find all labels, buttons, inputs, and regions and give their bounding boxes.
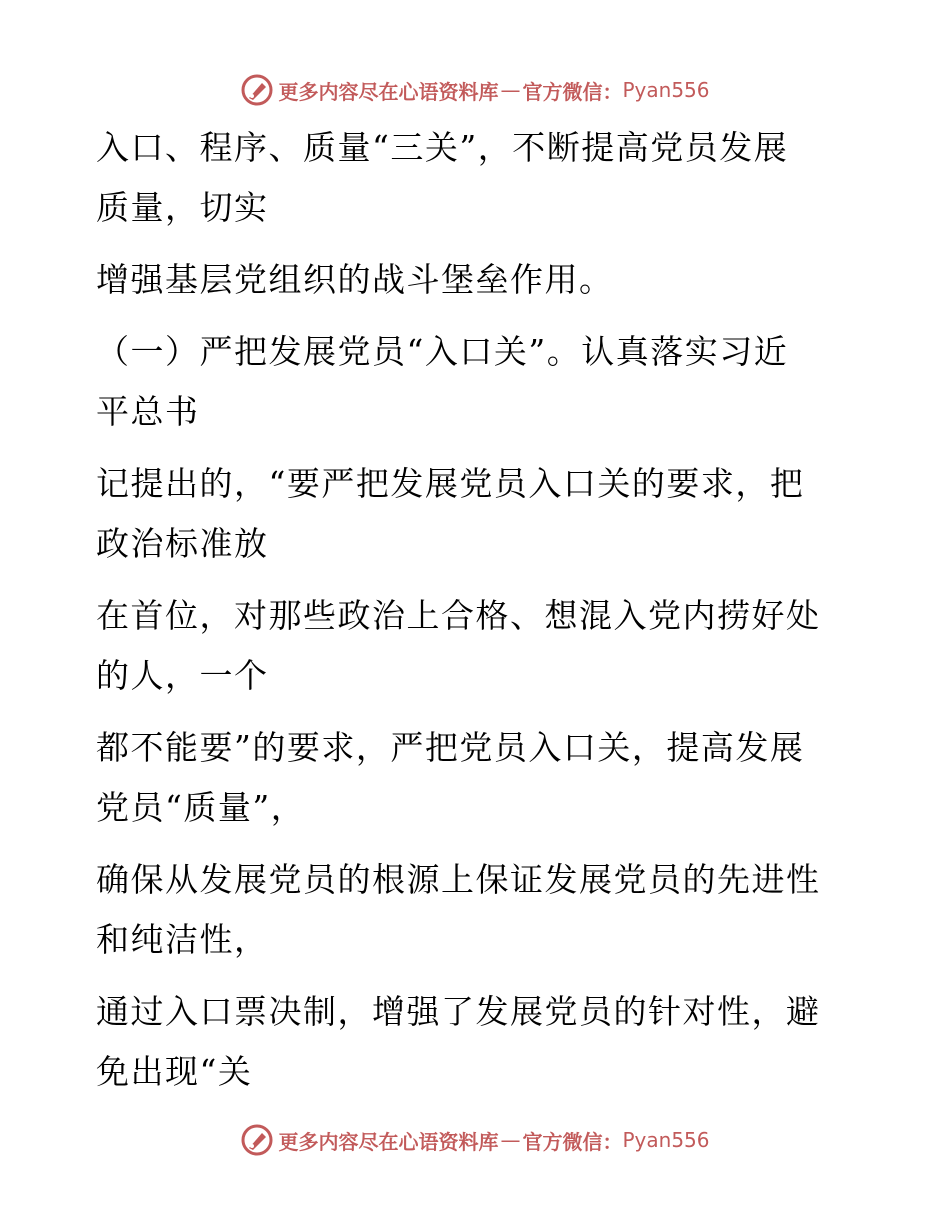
- watermark-account-id: Pyan556: [622, 1128, 710, 1152]
- paragraph-line: 和纯洁性，: [96, 920, 269, 959]
- paragraph-line: 免出现“关: [96, 1052, 253, 1091]
- watermark-dash: —: [500, 1128, 521, 1152]
- paragraph: [96, 850, 836, 970]
- paragraph-line: 在首位，对那些政治上合格、想混入党内捞好处: [96, 596, 821, 635]
- header-watermark: [0, 70, 950, 110]
- paragraph-line: 的人，一个: [96, 656, 269, 695]
- paragraph: [96, 322, 836, 442]
- paragraph-line: 平总书: [96, 392, 200, 431]
- watermark-dash: —: [500, 78, 521, 102]
- paragraph-line: 通过入口票决制，增强了发展党员的针对性，避: [96, 992, 821, 1031]
- paragraph-line: 都不能要”的要求，严把党员入口关，提高发展: [96, 728, 805, 767]
- watermark-main-text: 更多内容尽在心语资料库: [278, 79, 499, 104]
- paragraph: [96, 586, 836, 706]
- paragraph-line: 入口、程序、质量“三关”，不断提高党员发展: [96, 128, 789, 167]
- paragraph-line: （一）严把发展党员“入口关”。认真落实习近: [96, 332, 789, 371]
- paragraph: [96, 718, 836, 838]
- paragraph: [96, 454, 836, 574]
- watermark-account-label: 官方微信：: [522, 79, 623, 104]
- paragraph-line: 增强基层党组织的战斗堡垒作用。: [96, 260, 614, 299]
- footer-watermark: [0, 1120, 950, 1160]
- paragraph-line: 政治标准放: [96, 524, 269, 563]
- document-body: [96, 118, 836, 1102]
- watermark-account-label: 官方微信：: [522, 1129, 623, 1154]
- paragraph: [96, 118, 836, 238]
- paragraph-line: 确保从发展党员的根源上保证发展党员的先进性: [96, 860, 821, 899]
- pen-nib-logo-icon: [240, 73, 274, 107]
- paragraph-line: 质量，切实: [96, 188, 269, 227]
- paragraph: [96, 250, 836, 310]
- pen-nib-logo-icon: [240, 1123, 274, 1157]
- paragraph-line: 记提出的，“要严把发展党员入口关的要求，把: [96, 464, 805, 503]
- paragraph-line: 党员“质量”，: [96, 788, 306, 827]
- paragraph: [96, 982, 836, 1102]
- watermark-account-id: Pyan556: [622, 78, 710, 102]
- watermark-main-text: 更多内容尽在心语资料库: [278, 1129, 499, 1154]
